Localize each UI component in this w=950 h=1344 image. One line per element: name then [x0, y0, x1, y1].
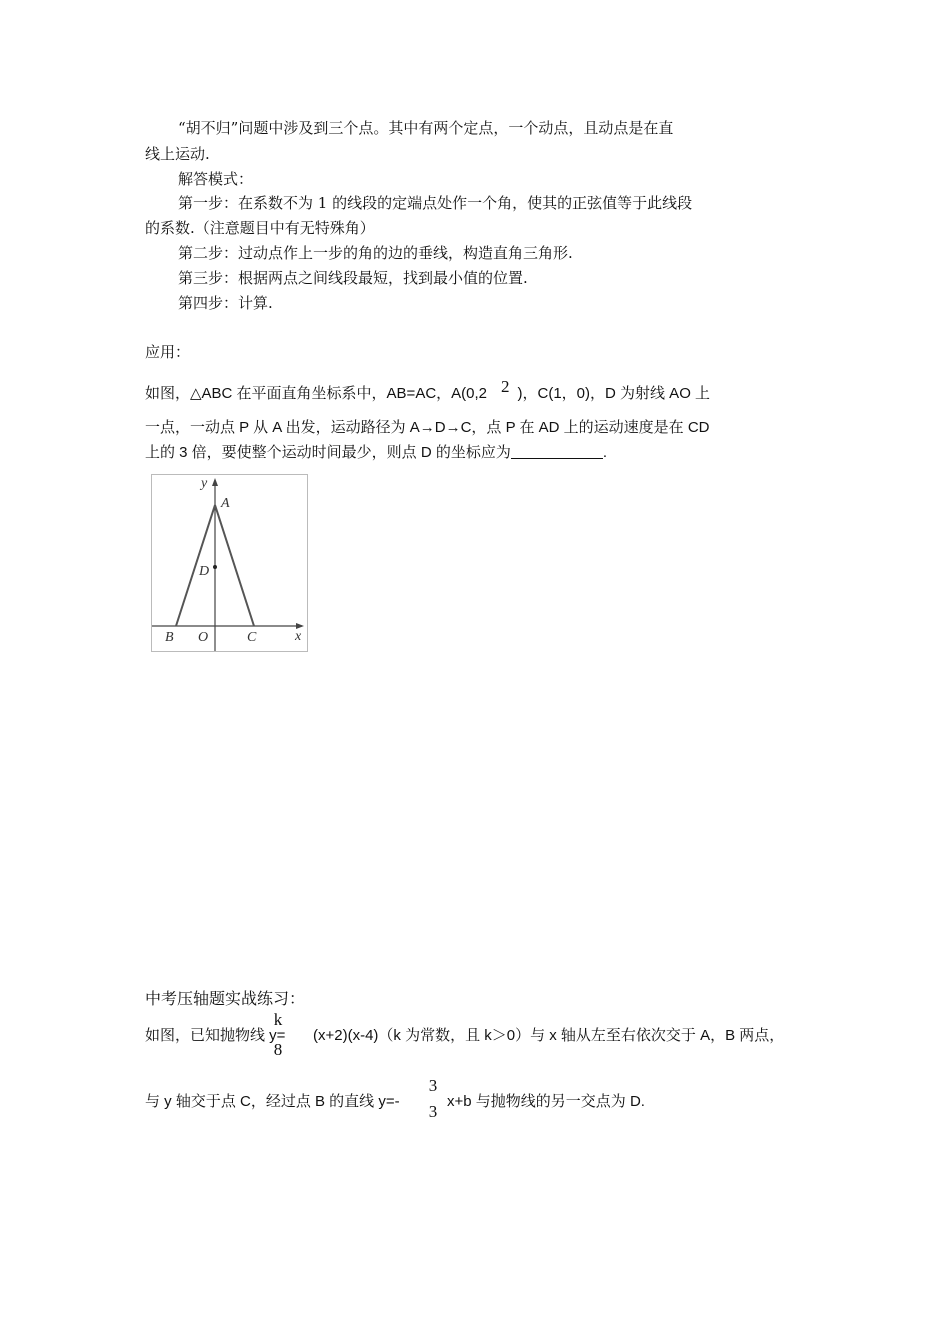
application-title: 应用：: [145, 344, 191, 361]
step-4: 第四步：计算.: [178, 294, 273, 312]
application-line-3-a: 上的 3 倍，要使整个运动时间最少，则点 D 的坐标应为: [145, 444, 511, 461]
application-line-3-b: .: [602, 444, 608, 461]
label-y: y: [201, 476, 208, 491]
fraction-k-8-numerator: k: [273, 1010, 283, 1029]
step-1-line-a: 第一步：在系数不为 1 的线段的定端点处作一个角，使其的正弦值等于此线段: [178, 194, 693, 212]
y-axis-arrow: [212, 478, 218, 486]
practice-line-1-b: (x+2)(x-4)（k 为常数，且 k＞0）与 x 轴从左至右依次交于 A，B 两点，: [313, 1027, 785, 1044]
intro-line-1: “胡不归”问题中涉及到三个点。其中有两个定点，一个动点，且动点是在直: [178, 119, 674, 137]
label-x: x: [295, 629, 302, 644]
side-ac: [215, 505, 254, 626]
intro-line-2: 线上运动.: [145, 145, 210, 163]
fraction-3-3-denominator: 3: [428, 1102, 438, 1121]
label-a: A: [221, 496, 230, 511]
practice-line-2-a: 与 y 轴交于点 C，经过点 B 的直线 y=-: [145, 1093, 400, 1110]
application-line-1: [145, 377, 711, 403]
application-line-1-a: 如图，△ABC 在平面直角坐标系中，AB=AC，A(0,2: [145, 385, 488, 402]
practice-title: 中考压轴题实战练习：: [145, 989, 306, 1008]
label-c: C: [247, 630, 257, 645]
practice-line-2-b: x+b 与抛物线的另一交点为 D.: [447, 1093, 645, 1110]
application-line-1-b: )，C(1，0)，D 为射线 AO 上: [517, 385, 711, 402]
sqrt-2: 2: [501, 377, 510, 396]
practice-line-1-a: 如图，已知抛物线 y=: [145, 1027, 286, 1044]
fraction-k-8-denominator: 8: [273, 1040, 283, 1059]
label-o: O: [198, 630, 209, 645]
step-2: 第二步：过动点作上一步的角的边的垂线，构造直角三角形.: [178, 244, 573, 262]
fraction-3-3-numerator: 3: [428, 1076, 438, 1095]
point-d: [213, 565, 217, 569]
side-ab: [176, 505, 215, 626]
step-1-line-b: 的系数.（注意题目中有无特殊角）: [145, 219, 375, 237]
triangle-diagram: [152, 475, 307, 651]
triangle-figure: [151, 474, 308, 652]
answer-blank[interactable]: [511, 444, 603, 459]
application-line-2: 一点，一动点 P 从 A 出发，运动路径为 A→D→C，点 P 在 AD 上的运动速度是在 CD: [145, 419, 710, 436]
mode-title: 解答模式：: [178, 170, 254, 188]
step-3: 第三步：根据两点之间线段最短，找到最小值的位置.: [178, 269, 528, 287]
application-line-3: [145, 444, 607, 462]
label-d: D: [199, 564, 210, 579]
label-b: B: [165, 630, 174, 645]
